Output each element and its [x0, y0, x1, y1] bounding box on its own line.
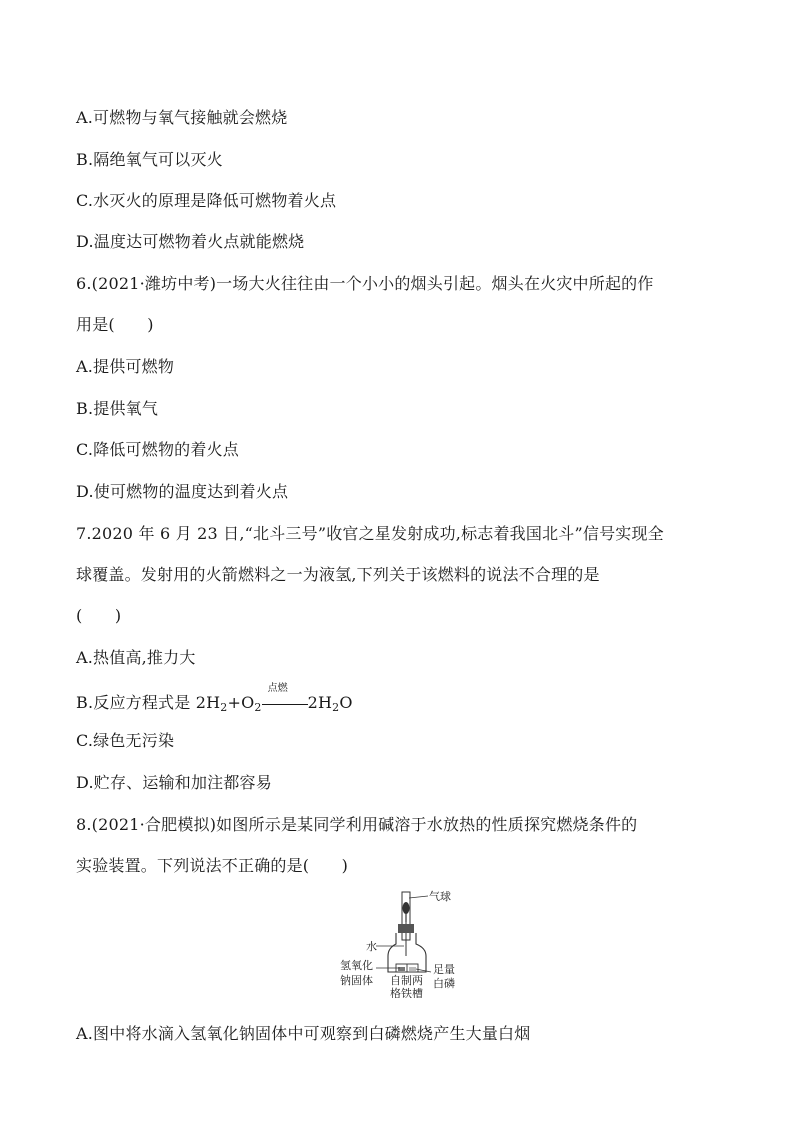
q5-option-b: B.隔绝氧气可以灭火 [76, 150, 223, 169]
q7-stem-line2: 球覆盖。发射用的火箭燃料之一为液氢,下列关于该燃料的说法不合理的是 [76, 565, 600, 584]
plus-oxygen: +O [227, 693, 255, 712]
q6-stem-line2: 用是( ) [76, 315, 154, 334]
label-balloon: 气球 [429, 890, 451, 903]
label-water: 水 [366, 940, 377, 953]
balloon-shape [403, 902, 410, 914]
o2-subscript: 2 [254, 701, 262, 714]
q5-option-a: A.可燃物与氧气接触就会燃烧 [76, 108, 288, 127]
label-naoh-1: 氢氧化 [340, 959, 373, 972]
q6-option-c: C.降低可燃物的着火点 [76, 440, 239, 459]
q7-option-d: D.贮存、运输和加注都容易 [76, 773, 272, 792]
stopper [398, 924, 414, 933]
q6-option-a: A.提供可燃物 [76, 357, 175, 376]
product-prefix: 2H [307, 693, 333, 712]
q8-stem-line1: 8.(2021·合肥模拟)如图所示是某同学利用碱溶于水放热的性质探究燃烧条件的 [76, 815, 638, 834]
reaction-arrow [262, 683, 308, 713]
q7-stem-line1: 7.2020 年 6 月 23 日,“北斗三号”收官之星发射成功,标志着我国北斗”信号实现全 [76, 524, 664, 543]
product-end: O [339, 693, 353, 712]
reaction-condition: 点燃 [267, 683, 289, 694]
label-trough-2: 格铁槽 [390, 987, 423, 998]
q8-stem-line2: 实验装置。下列说法不正确的是( ) [76, 856, 349, 875]
apparatus-figure [336, 886, 466, 998]
label-naoh-2: 钠固体 [340, 974, 373, 987]
q7-option-b [76, 683, 353, 718]
label-phos-2: 白磷 [433, 977, 455, 990]
q7-option-a: A.热值高,推力大 [76, 648, 196, 667]
q6-option-b: B.提供氧气 [76, 399, 159, 418]
q7-option-c: C.绿色无污染 [76, 731, 175, 750]
label-phos-1: 足量 [433, 963, 455, 976]
q7-option-b-prefix: B.反应方程式是 2H [76, 693, 221, 712]
q7-stem-line3: ( ) [76, 606, 122, 625]
q5-option-d: D.温度达可燃物着火点就能燃烧 [76, 232, 305, 251]
q5-option-c: C.水灭火的原理是降低可燃物着火点 [76, 191, 337, 210]
q8-option-a: A.图中将水滴入氢氧化钠固体中可观察到白磷燃烧产生大量白烟 [76, 1024, 531, 1043]
h2-subscript: 2 [220, 701, 228, 714]
product-subscript: 2 [332, 701, 340, 714]
label-trough-1: 自制两 [390, 974, 423, 987]
q6-option-d: D.使可燃物的温度达到着火点 [76, 482, 289, 501]
q6-stem-line1: 6.(2021·潍坊中考)一场大火往往由一个小小的烟头引起。烟头在火灾中所起的作 [76, 274, 654, 293]
